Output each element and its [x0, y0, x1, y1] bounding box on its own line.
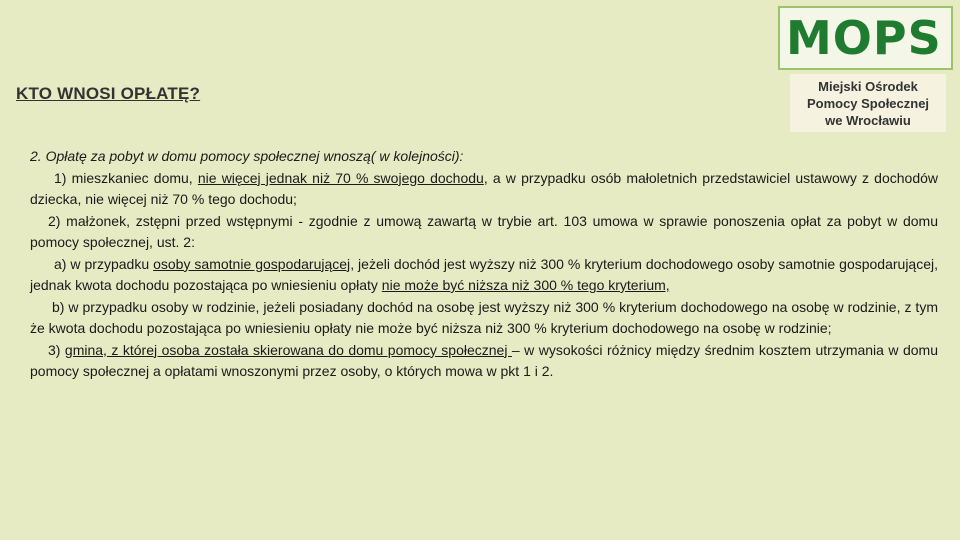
- point-1-prefix: 1) mieszkaniec domu,: [54, 169, 198, 186]
- paragraph-point-b: b) w przypadku osoby w rodzinie, jeżeli posiadany dochód na osobę jest wyższy niż 300 % kryterium dochodowego na osobę w rodzinie, z tym że kwota dochodu pozostająca po wniesieniu opłaty nie może być niższa niż 300 % kryterium dochodowego na osobę w rodzinie;: [30, 298, 938, 336]
- paragraph-point-3: [30, 340, 938, 383]
- point-a-prefix: a) w przypadku: [54, 255, 154, 272]
- point-3-underlined: gmina, z której osoba została skierowana do domu pomocy społecznej: [64, 341, 512, 358]
- logo-line-1: Miejski Ośrodek: [818, 79, 918, 94]
- point-a-underlined-1: osoby samotnie gospodarującej: [153, 255, 351, 272]
- logo-line-2: Pomocy Społecznej: [806, 96, 930, 111]
- paragraph-point-1: [30, 168, 938, 211]
- logo-caption: [790, 74, 946, 132]
- intro-paragraph: 2. Opłatę za pobyt w domu pomocy społecznej wnoszą( w kolejności):: [30, 148, 464, 164]
- point-3-rest: – w wysokości różnicy między średnim kosztem utrzymania w domu pomocy społecznej a opłatami wnoszonymi przez osoby, o których mowa w pkt 1 i 2.: [30, 341, 939, 379]
- logo-brand-text: MOPS: [786, 11, 942, 65]
- mops-logo: [778, 6, 953, 132]
- document-body: [30, 146, 938, 383]
- point-1-underlined: nie więcej jednak niż 70 % swojego dochodu: [197, 169, 484, 186]
- paragraph-point-2: 2) małżonek, zstępni przed wstępnymi - zgodnie z umową zawartą w trybie art. 103 umowa w sprawie ponoszenia opłat za pobyt w domu pomocy społecznej, ust. 2:: [30, 212, 938, 250]
- page-title: KTO WNOSI OPŁATĘ?: [16, 84, 201, 103]
- point-a-middle: , jeżeli dochód jest wyższy niż 300 % kryterium dochodowego osoby samotnie gospodarującej, jednak kwota dochodu pozostająca po wniesieniu opłaty: [30, 255, 939, 293]
- logo-line-3: we Wrocławiu: [825, 113, 911, 128]
- paragraph-point-a: [30, 254, 938, 297]
- page-title-wrap: [16, 84, 200, 104]
- point-3-prefix: 3): [48, 341, 65, 358]
- logo-brand-panel: [778, 6, 953, 70]
- point-1-rest: , a w przypadku osób małoletnich przedstawiciel ustawowy z dochodów dziecka, nie więcej niż 70 % tego dochodu;: [30, 169, 938, 207]
- point-a-underlined-2: nie może być niższa niż 300 % tego kryterium,: [381, 277, 670, 293]
